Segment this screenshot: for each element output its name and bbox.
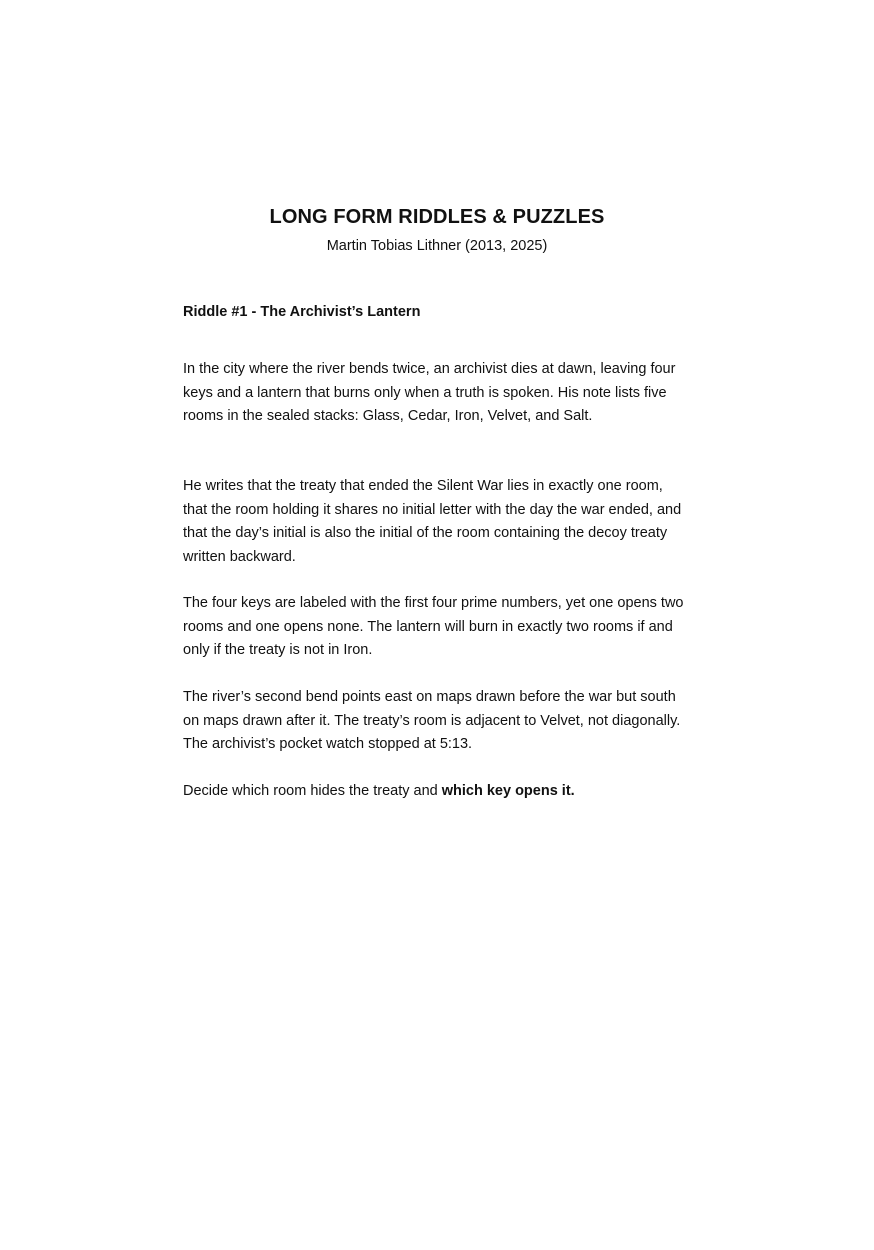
author-line: Martin Tobias Lithner (2013, 2025) [326,238,548,254]
riddle-heading: Riddle #1 - The Archivist’s Lantern [183,304,421,320]
riddle-paragraph-3: The four keys are labeled with the first four prime numbers, yet one opens two rooms and one opens none. The lantern will burn in exactly two rooms if and only if the treaty is not in Iron. [183,595,684,658]
final-prompt-text: Decide which room hides the treaty and [183,783,442,799]
riddle-paragraph-2: He writes that the treaty that ended the Silent War lies in exactly one room, that the room holding it shares no initial letter with the day the war ended, and that the day’s initial is also the initial of the room containing the decoy treaty written backward. [183,478,682,565]
riddle-paragraph-1: In the city where the river bends twice, an archivist dies at dawn, leaving four keys and a lantern that burns only when a truth is spoken. His note lists five rooms in the sealed stacks: Glass, Cedar, Iron, Velvet, and Salt. [183,361,676,424]
document-title: LONG FORM RIDDLES & PUZZLES [269,206,605,228]
final-prompt [183,780,691,804]
riddle-paragraph-4: The river’s second bend points east on maps drawn before the war but south on maps drawn after it. The treaty’s room is adjacent to Velvet, not diagonally. The archivist’s pocket watch stopped at 5:13. [183,689,681,752]
final-prompt-bold: which key opens it. [441,783,575,799]
